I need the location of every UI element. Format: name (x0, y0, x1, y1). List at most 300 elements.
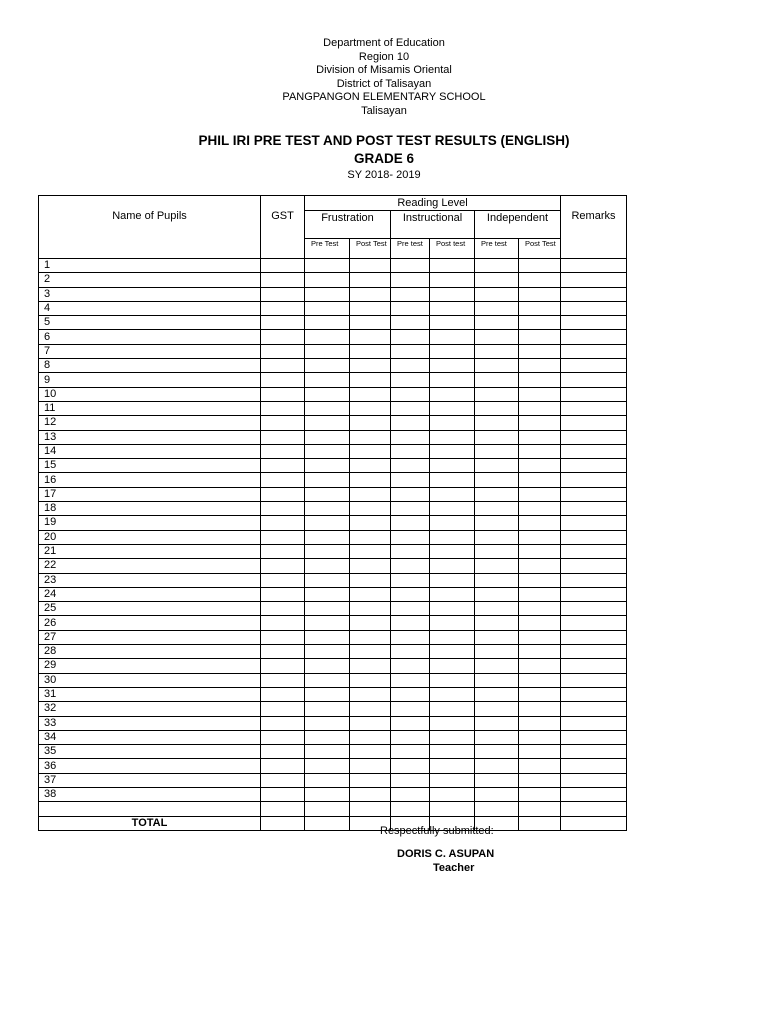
blank-cell (519, 502, 561, 516)
row-number: 37 (39, 773, 261, 787)
blank-cell (561, 259, 627, 273)
blank-cell (305, 487, 350, 501)
blank-cell (305, 387, 350, 401)
blank-cell (305, 773, 350, 787)
blank-cell (261, 316, 305, 330)
blank-cell (350, 487, 391, 501)
blank-cell (519, 702, 561, 716)
blank-cell (305, 645, 350, 659)
blank-cell (350, 330, 391, 344)
blank-cell (561, 659, 627, 673)
blank-cell (305, 716, 350, 730)
row-number: 8 (39, 359, 261, 373)
table-row (39, 730, 627, 744)
row-number: 24 (39, 587, 261, 601)
blank-cell (261, 487, 305, 501)
blank-cell (261, 687, 305, 701)
blank-cell (561, 687, 627, 701)
blank-cell (350, 602, 391, 616)
blank-cell (391, 673, 430, 687)
table-row (39, 259, 627, 273)
table-row (39, 673, 627, 687)
blank-cell (261, 301, 305, 315)
district-line: District of Talisayan (336, 77, 432, 90)
blank-cell (430, 502, 475, 516)
blank-cell (261, 816, 305, 830)
blank-cell (561, 716, 627, 730)
blank-cell (519, 802, 561, 816)
blank-cell (430, 702, 475, 716)
blank-cell (391, 687, 430, 701)
blank-cell (391, 602, 430, 616)
blank-cell (430, 773, 475, 787)
blank-cell (261, 516, 305, 530)
row-number: 25 (39, 602, 261, 616)
blank-cell (475, 401, 519, 415)
blank-cell (561, 816, 627, 830)
row-number: 28 (39, 645, 261, 659)
blank-cell (305, 673, 350, 687)
blank-cell (350, 516, 391, 530)
blank-cell (350, 759, 391, 773)
row-number: 9 (39, 373, 261, 387)
blank-cell (430, 730, 475, 744)
blank-cell (519, 573, 561, 587)
blank-cell (261, 673, 305, 687)
blank-cell (261, 544, 305, 558)
blank-cell (519, 673, 561, 687)
blank-cell (391, 487, 430, 501)
table-row (39, 716, 627, 730)
blank-cell (475, 773, 519, 787)
blank-cell (475, 273, 519, 287)
teacher-name: DORIS C. ASUPAN (397, 848, 495, 860)
row-number: 2 (39, 273, 261, 287)
blank-cell (430, 559, 475, 573)
blank-cell (350, 416, 391, 430)
blank-cell (561, 387, 627, 401)
blank-cell (305, 344, 350, 358)
blank-cell (430, 273, 475, 287)
blank-cell (350, 359, 391, 373)
blank-cell (561, 645, 627, 659)
blank-cell (350, 716, 391, 730)
blank-cell (519, 259, 561, 273)
blank-cell (350, 444, 391, 458)
blank-cell (561, 602, 627, 616)
blank-cell (430, 430, 475, 444)
row-number: 19 (39, 516, 261, 530)
blank-cell (475, 687, 519, 701)
blank-cell (261, 573, 305, 587)
region-line: Region 10 (358, 50, 410, 63)
blank-cell (475, 602, 519, 616)
table-row (39, 330, 627, 344)
blank-cell (391, 802, 430, 816)
blank-cell (261, 473, 305, 487)
blank-cell (519, 559, 561, 573)
blank-cell (519, 630, 561, 644)
blank-cell (519, 530, 561, 544)
row-number: 22 (39, 559, 261, 573)
department-line: Department of Education (323, 37, 445, 49)
gst-header: GST (261, 196, 305, 259)
blank-cell (475, 459, 519, 473)
row-number: 16 (39, 473, 261, 487)
blank-cell (430, 316, 475, 330)
table-row (39, 630, 627, 644)
blank-cell (519, 301, 561, 315)
blank-cell (350, 473, 391, 487)
blank-cell (519, 616, 561, 630)
blank-cell (391, 559, 430, 573)
blank-cell (430, 259, 475, 273)
blank-cell (261, 716, 305, 730)
blank-cell (350, 273, 391, 287)
table-row (39, 687, 627, 701)
table-row (39, 287, 627, 301)
blank-cell (561, 316, 627, 330)
row-number: 30 (39, 673, 261, 687)
blank-cell (519, 359, 561, 373)
table-row (39, 787, 627, 801)
blank-cell (519, 316, 561, 330)
reading-level-header: Reading Level (305, 196, 561, 211)
blank-cell (305, 416, 350, 430)
blank-cell (305, 616, 350, 630)
blank-cell (475, 673, 519, 687)
table-row (39, 559, 627, 573)
blank-cell (561, 673, 627, 687)
blank-cell (391, 730, 430, 744)
blank-cell (261, 530, 305, 544)
teacher-role: Teacher (433, 862, 475, 874)
blank-cell (430, 602, 475, 616)
row-number: 29 (39, 659, 261, 673)
blank-cell (430, 401, 475, 415)
blank-cell (519, 373, 561, 387)
row-number: 20 (39, 530, 261, 544)
blank-cell (430, 387, 475, 401)
blank-cell (475, 502, 519, 516)
blank-cell (261, 502, 305, 516)
table-row (39, 430, 627, 444)
blank-cell (305, 802, 350, 816)
blank-cell (475, 330, 519, 344)
blank-cell (430, 659, 475, 673)
blank-cell (561, 373, 627, 387)
blank-cell (430, 645, 475, 659)
row-number: 6 (39, 330, 261, 344)
blank-cell (561, 773, 627, 787)
blank-cell (475, 287, 519, 301)
blank-cell (391, 259, 430, 273)
blank-cell (519, 287, 561, 301)
table-row (39, 273, 627, 287)
blank-cell (261, 344, 305, 358)
blank-cell (305, 459, 350, 473)
blank-cell (519, 344, 561, 358)
blank-cell (561, 430, 627, 444)
blank-cell (391, 373, 430, 387)
blank-cell (350, 373, 391, 387)
blank-cell (519, 730, 561, 744)
blank-cell (391, 387, 430, 401)
blank-cell (475, 787, 519, 801)
table-row (39, 602, 627, 616)
header-row-1 (39, 196, 627, 211)
frustration-pre-test-header: Pre Test (305, 239, 350, 259)
blank-cell (391, 716, 430, 730)
blank-cell (561, 344, 627, 358)
row-number: 21 (39, 544, 261, 558)
table-row (39, 487, 627, 501)
blank-cell (391, 573, 430, 587)
blank-cell (519, 773, 561, 787)
blank-cell (391, 444, 430, 458)
table-row (39, 773, 627, 787)
row-number: 1 (39, 259, 261, 273)
blank-cell (391, 273, 430, 287)
blank-cell (305, 373, 350, 387)
blank-cell (261, 359, 305, 373)
blank-cell (561, 530, 627, 544)
blank-cell (391, 473, 430, 487)
blank-cell (391, 773, 430, 787)
blank-cell (350, 544, 391, 558)
blank-cell (350, 630, 391, 644)
table-row (39, 401, 627, 415)
frustration-post-test-header: Post Test (350, 239, 391, 259)
row-number: 31 (39, 687, 261, 701)
blank-cell (391, 459, 430, 473)
row-number: 27 (39, 630, 261, 644)
blank-cell (391, 659, 430, 673)
row-number (39, 802, 261, 816)
independent-header: Independent (475, 211, 561, 239)
blank-cell (261, 373, 305, 387)
blank-cell (475, 802, 519, 816)
row-number: 11 (39, 401, 261, 415)
blank-cell (430, 759, 475, 773)
blank-cell (305, 287, 350, 301)
blank-cell (430, 301, 475, 315)
blank-cell (519, 387, 561, 401)
row-number: 3 (39, 287, 261, 301)
blank-cell (561, 330, 627, 344)
blank-cell (350, 659, 391, 673)
blank-cell (261, 444, 305, 458)
row-number: 12 (39, 416, 261, 430)
independent-pre-test-header: Pre test (475, 239, 519, 259)
blank-cell (261, 802, 305, 816)
blank-cell (561, 616, 627, 630)
table-row (39, 530, 627, 544)
blank-cell (561, 401, 627, 415)
table-row (39, 316, 627, 330)
blank-cell (519, 416, 561, 430)
blank-cell (430, 745, 475, 759)
blank-cell (475, 616, 519, 630)
blank-cell (519, 430, 561, 444)
blank-cell (519, 487, 561, 501)
blank-cell (475, 702, 519, 716)
blank-cell (561, 273, 627, 287)
blank-cell (430, 359, 475, 373)
blank-cell (350, 559, 391, 573)
table-row (39, 344, 627, 358)
blank-cell (261, 330, 305, 344)
blank-cell (475, 587, 519, 601)
blank-cell (305, 730, 350, 744)
blank-cell (475, 759, 519, 773)
blank-cell (261, 559, 305, 573)
blank-cell (561, 516, 627, 530)
table-row (39, 802, 627, 816)
blank-cell (391, 287, 430, 301)
table-row (39, 544, 627, 558)
blank-cell (519, 473, 561, 487)
blank-cell (430, 459, 475, 473)
blank-cell (475, 444, 519, 458)
blank-cell (430, 573, 475, 587)
blank-cell (350, 787, 391, 801)
blank-cell (350, 530, 391, 544)
blank-cell (391, 544, 430, 558)
row-number: 5 (39, 316, 261, 330)
blank-cell (261, 745, 305, 759)
row-number: 35 (39, 745, 261, 759)
blank-cell (261, 602, 305, 616)
blank-cell (391, 516, 430, 530)
blank-cell (561, 573, 627, 587)
blank-cell (430, 802, 475, 816)
blank-cell (561, 559, 627, 573)
blank-cell (430, 473, 475, 487)
blank-cell (350, 702, 391, 716)
blank-cell (561, 745, 627, 759)
blank-cell (475, 730, 519, 744)
blank-cell (305, 301, 350, 315)
blank-cell (350, 387, 391, 401)
blank-cell (519, 602, 561, 616)
blank-cell (305, 359, 350, 373)
blank-cell (475, 430, 519, 444)
municipality-line: Talisayan (361, 104, 407, 117)
blank-cell (305, 816, 350, 830)
blank-cell (475, 316, 519, 330)
blank-cell (475, 516, 519, 530)
blank-cell (430, 544, 475, 558)
blank-cell (519, 745, 561, 759)
table-row (39, 502, 627, 516)
row-number: 10 (39, 387, 261, 401)
respectfully-submitted: Respectfully submitted: (380, 825, 494, 837)
remarks-header: Remarks (561, 196, 627, 259)
school-name-line: PANGPANGON ELEMENTARY SCHOOL (282, 91, 486, 104)
table-row (39, 387, 627, 401)
blank-cell (430, 630, 475, 644)
blank-cell (350, 645, 391, 659)
blank-cell (561, 502, 627, 516)
row-number: 34 (39, 730, 261, 744)
blank-cell (350, 502, 391, 516)
instructional-pre-test-header: Pre test (391, 239, 430, 259)
blank-cell (261, 273, 305, 287)
blank-cell (391, 316, 430, 330)
instructional-header: Instructional (391, 211, 475, 239)
blank-cell (261, 630, 305, 644)
blank-cell (350, 802, 391, 816)
blank-cell (519, 459, 561, 473)
blank-cell (561, 544, 627, 558)
blank-cell (305, 573, 350, 587)
blank-cell (261, 773, 305, 787)
row-number: 17 (39, 487, 261, 501)
row-number: 38 (39, 787, 261, 801)
blank-cell (430, 587, 475, 601)
blank-cell (261, 287, 305, 301)
blank-cell (261, 430, 305, 444)
blank-cell (561, 702, 627, 716)
blank-cell (261, 645, 305, 659)
blank-cell (305, 273, 350, 287)
blank-cell (475, 645, 519, 659)
letterhead (0, 37, 768, 119)
blank-cell (519, 687, 561, 701)
blank-cell (475, 473, 519, 487)
blank-cell (519, 659, 561, 673)
blank-cell (475, 745, 519, 759)
blank-cell (350, 673, 391, 687)
row-number: 13 (39, 430, 261, 444)
blank-cell (430, 287, 475, 301)
blank-cell (430, 373, 475, 387)
blank-cell (305, 659, 350, 673)
blank-cell (391, 787, 430, 801)
blank-cell (519, 444, 561, 458)
blank-cell (305, 516, 350, 530)
grade-title: GRADE 6 (353, 151, 414, 166)
blank-cell (475, 559, 519, 573)
blank-cell (305, 502, 350, 516)
blank-cell (261, 730, 305, 744)
blank-cell (350, 259, 391, 273)
blank-cell (305, 444, 350, 458)
instructional-post-test-header: Post test (430, 239, 475, 259)
blank-cell (261, 787, 305, 801)
blank-cell (475, 487, 519, 501)
blank-cell (305, 430, 350, 444)
blank-cell (350, 344, 391, 358)
row-number: 18 (39, 502, 261, 516)
blank-cell (261, 702, 305, 716)
blank-cell (475, 659, 519, 673)
blank-cell (350, 430, 391, 444)
blank-cell (350, 287, 391, 301)
table-row (39, 301, 627, 315)
blank-cell (430, 716, 475, 730)
blank-cell (261, 416, 305, 430)
blank-cell (391, 745, 430, 759)
table-row (39, 587, 627, 601)
blank-cell (305, 316, 350, 330)
blank-cell (519, 544, 561, 558)
blank-cell (391, 530, 430, 544)
blank-cell (305, 602, 350, 616)
row-number: 32 (39, 702, 261, 716)
blank-cell (305, 759, 350, 773)
